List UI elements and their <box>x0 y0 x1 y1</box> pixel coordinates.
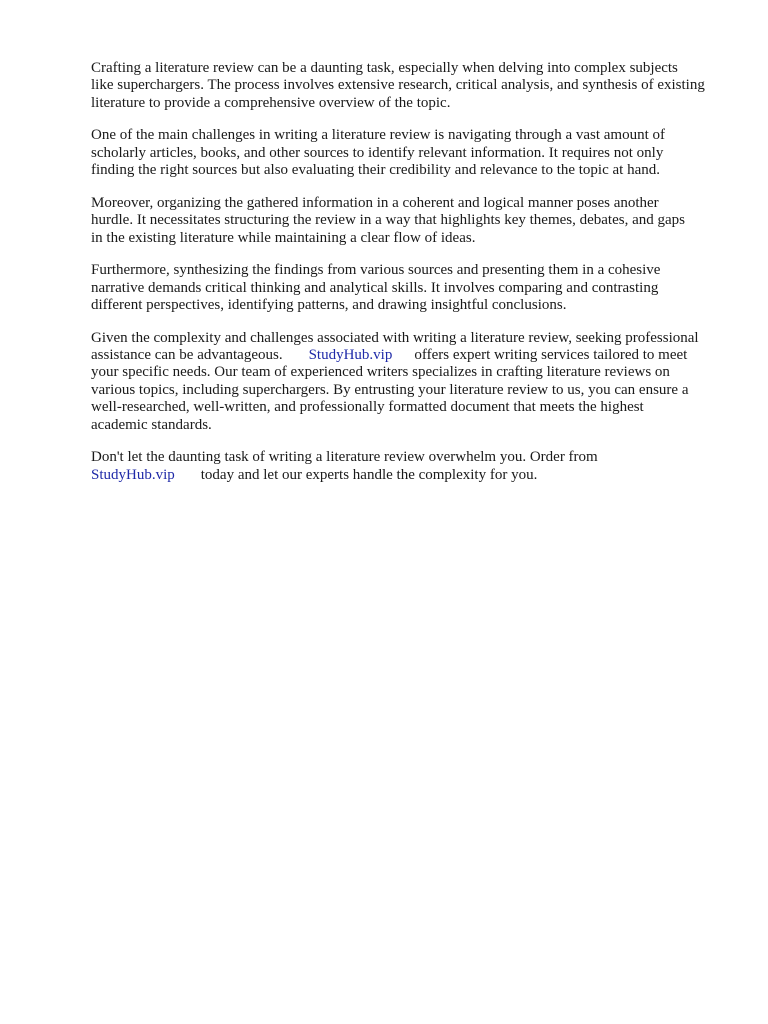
text-line: scholarly articles, books, and other sources to identify relevant information. It requires not only <box>91 144 664 161</box>
paragraph-intro <box>91 60 731 112</box>
text-segment: today and let our experts handle the complexity for you. <box>200 466 538 483</box>
text-line: Crafting a literature review can be a daunting task, especially when delving into complex subjects <box>91 60 678 76</box>
text-line: literature to provide a comprehensive overview of the topic. <box>91 94 451 111</box>
paragraph-synthesizing <box>91 262 731 314</box>
text-line: hurdle. It necessitates structuring the review in a way that highlights key themes, debates, and gaps <box>91 212 686 229</box>
text-line: finding the right sources but also evaluating their credibility and relevance to the topic at hand. <box>91 162 660 179</box>
paragraph-challenges <box>91 127 731 179</box>
text-line-with-link <box>91 467 731 484</box>
text-line: various topics, including superchargers. By entrusting your literature review to us, you can ensure a <box>91 381 689 398</box>
paragraph-assistance <box>91 330 731 434</box>
studyhub-link[interactable]: StudyHub.vip <box>308 347 393 364</box>
text-segment: assistance can be advantageous. <box>91 347 283 364</box>
text-line-with-link <box>91 347 731 364</box>
text-line: Given the complexity and challenges associated with writing a literature review, seeking professional <box>91 329 699 346</box>
studyhub-link[interactable]: StudyHub.vip <box>91 466 175 483</box>
text-line: Moreover, organizing the gathered information in a coherent and logical manner poses another <box>91 194 659 211</box>
text-line: Furthermore, synthesizing the findings from various sources and presenting them in a cohesive <box>91 262 661 279</box>
paragraph-organizing <box>91 195 731 247</box>
document-page <box>91 60 731 499</box>
text-line: well-researched, well-written, and professionally formatted document that meets the highest <box>91 399 644 416</box>
paragraph-call-to-action <box>91 449 731 484</box>
text-line: in the existing literature while maintaining a clear flow of ideas. <box>91 229 476 246</box>
text-line: One of the main challenges in writing a literature review is navigating through a vast amount of <box>91 127 665 144</box>
text-line: like superchargers. The process involves extensive research, critical analysis, and synthesis of existing <box>91 77 705 94</box>
text-segment: offers expert writing services tailored to meet <box>414 347 688 364</box>
text-line: narrative demands critical thinking and analytical skills. It involves comparing and contrasting <box>91 279 659 296</box>
text-line: Don't let the daunting task of writing a literature review overwhelm you. Order from <box>91 449 598 466</box>
text-line: your specific needs. Our team of experienced writers specializes in crafting literature reviews on <box>91 364 670 381</box>
text-line: different perspectives, identifying patterns, and drawing insightful conclusions. <box>91 297 567 314</box>
text-line: academic standards. <box>91 416 212 433</box>
